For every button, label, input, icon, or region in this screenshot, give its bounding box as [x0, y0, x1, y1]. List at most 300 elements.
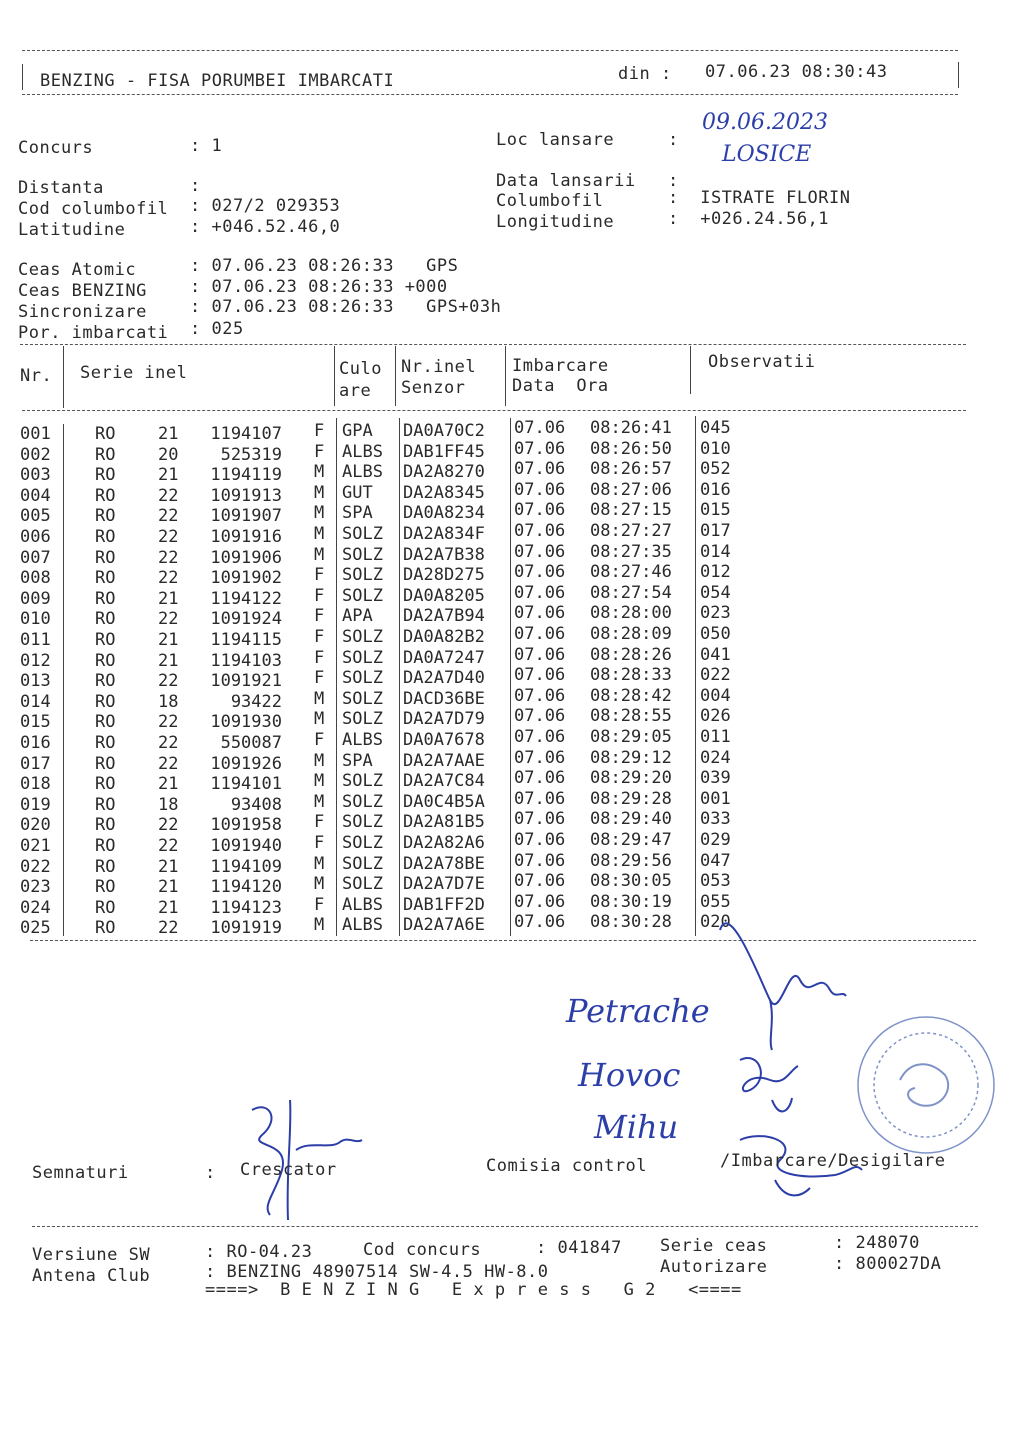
cell-sensor: DA2A7A6E — [403, 915, 485, 936]
cell-nr: 011 — [20, 630, 51, 650]
cell-time: 08:27:46 — [590, 562, 672, 583]
cell-ring-number: 1194103 — [210, 650, 282, 671]
header-imbarcare-1: Imbarcare — [512, 356, 609, 376]
cell-date: 07.06 — [514, 665, 566, 686]
sincronizare-label: Sincronizare — [18, 302, 147, 322]
cell-sex: M — [314, 544, 325, 565]
cell-year: 21 — [158, 424, 179, 444]
cell-sex: M — [314, 771, 325, 792]
cell-sensor: DA2A834F — [403, 524, 485, 544]
versiune-sw-label: Versiune SW — [32, 1245, 151, 1265]
autorizare-label: Autorizare — [660, 1257, 768, 1277]
cell-sensor: DA2A7D40 — [403, 668, 485, 689]
table-row — [0, 459, 1024, 486]
crescator-label: Crescator — [240, 1160, 337, 1180]
cell-color: SOLZ — [342, 647, 383, 668]
cell-country: RO — [95, 650, 116, 671]
cell-ring-number: 1091913 — [210, 485, 282, 506]
cell-country: RO — [95, 588, 116, 609]
versiune-sw-value: : RO-04.23 — [205, 1242, 313, 1262]
por-imbarcati-value: : 025 — [190, 319, 244, 339]
cell-year: 22 — [158, 753, 179, 774]
cell-country: RO — [95, 444, 116, 465]
cell-sensor: DACD36BE — [403, 688, 485, 709]
cell-sex: F — [314, 730, 325, 750]
cell-time: 08:30:05 — [590, 871, 672, 892]
cell-observation: 055 — [700, 891, 731, 912]
table-row — [0, 541, 1024, 568]
cell-date: 07.06 — [514, 500, 566, 521]
cell-time: 08:29:28 — [590, 788, 672, 809]
cell-color: SOLZ — [342, 771, 383, 792]
cell-sex: F — [314, 812, 325, 833]
cell-nr: 010 — [20, 609, 51, 630]
cell-observation: 054 — [700, 582, 731, 603]
cell-ring-number: 93422 — [230, 691, 282, 712]
table-row — [0, 665, 1024, 692]
cell-year: 22 — [158, 733, 179, 753]
cell-observation: 050 — [700, 624, 731, 644]
col-divider-culo — [395, 346, 396, 406]
cell-nr: 001 — [20, 424, 51, 444]
header-bottom-border — [22, 94, 958, 95]
cell-country: RO — [95, 774, 116, 795]
cell-color: GPA — [342, 421, 373, 441]
serie-ceas-value: : 248070 — [834, 1233, 920, 1253]
table-row — [0, 809, 1024, 836]
cell-time: 08:28:55 — [590, 706, 672, 727]
cell-year: 21 — [158, 856, 179, 877]
cell-country: RO — [95, 568, 116, 589]
table-row — [0, 788, 1024, 815]
loc-lansare-label: Loc lansare — [496, 130, 615, 150]
cell-year: 22 — [158, 485, 179, 506]
cell-color: ALBS — [342, 441, 383, 462]
cell-date: 07.06 — [514, 891, 566, 912]
cell-nr: 020 — [20, 815, 51, 836]
header-nr-inel-2: Senzor — [401, 378, 466, 398]
cell-ring-number: 1194122 — [210, 588, 282, 609]
cell-sensor: DA2A7D79 — [403, 709, 485, 730]
cell-sensor: DA0C4B5A — [403, 791, 485, 812]
table-row — [0, 871, 1024, 898]
cell-color: SOLZ — [342, 812, 383, 833]
cell-ring-number: 1091921 — [210, 671, 282, 692]
cell-sex: M — [314, 524, 325, 544]
cell-sex: F — [314, 894, 325, 915]
cell-date: 07.06 — [514, 541, 566, 562]
cell-time: 08:29:12 — [590, 747, 672, 768]
cell-nr: 017 — [20, 753, 51, 774]
cell-year: 20 — [158, 444, 179, 465]
cell-sensor: DA0A7678 — [403, 730, 485, 750]
cell-sensor: DA2A7AAE — [403, 750, 485, 771]
cell-observation: 053 — [700, 871, 731, 892]
cell-observation: 023 — [700, 603, 731, 624]
cell-country: RO — [95, 630, 116, 650]
header-serie-inel: Serie inel — [80, 363, 188, 383]
cell-nr: 009 — [20, 588, 51, 609]
col-divider-inel — [505, 346, 506, 406]
cell-color: ALBS — [342, 462, 383, 483]
cell-sex: M — [314, 791, 325, 812]
cell-year: 22 — [158, 527, 179, 547]
cell-date: 07.06 — [514, 830, 566, 850]
header-culoare-1: Culo — [339, 359, 382, 379]
cell-sex: M — [314, 750, 325, 771]
cell-ring-number: 1194119 — [210, 465, 282, 486]
data-lansarii-label: Data lansarii — [496, 171, 636, 191]
cell-sensor: DA2A8345 — [403, 482, 485, 503]
table-row — [0, 624, 1024, 650]
cell-time: 08:28:00 — [590, 603, 672, 624]
cell-ring-number: 1091940 — [210, 836, 282, 856]
ceas-benzing-value: : 07.06.23 08:26:33 +000 — [190, 277, 448, 297]
cell-time: 08:29:47 — [590, 830, 672, 850]
cell-observation: 001 — [700, 788, 731, 809]
cell-country: RO — [95, 485, 116, 506]
top-border — [22, 50, 958, 51]
cell-country: RO — [95, 918, 116, 939]
cell-sex: F — [314, 627, 325, 647]
cell-observation: 041 — [700, 644, 731, 665]
cell-country: RO — [95, 424, 116, 444]
concurs-label: Concurs — [18, 138, 94, 158]
table-row — [0, 603, 1024, 630]
cell-year: 21 — [158, 897, 179, 918]
handwritten-place: LOSICE — [722, 142, 812, 167]
cell-color: SOLZ — [342, 833, 383, 853]
cell-year: 22 — [158, 506, 179, 527]
cell-date: 07.06 — [514, 582, 566, 603]
cell-nr: 024 — [20, 897, 51, 918]
cell-ring-number: 1091930 — [210, 712, 282, 733]
cell-color: SOLZ — [342, 791, 383, 812]
cell-sensor: DA2A7C84 — [403, 771, 485, 792]
cell-ring-number: 1091902 — [210, 568, 282, 589]
din-value: 07.06.23 08:30:43 — [705, 62, 888, 82]
cell-year: 22 — [158, 609, 179, 630]
longitudine-label: Longitudine — [496, 212, 615, 232]
cell-color: SOLZ — [342, 668, 383, 689]
columbofil-label: Columbofil — [496, 191, 604, 211]
cell-observation: 045 — [700, 418, 731, 438]
cell-ring-number: 1091906 — [210, 547, 282, 568]
cell-ring-number: 1091919 — [210, 918, 282, 939]
cell-sex: M — [314, 688, 325, 709]
cell-observation: 010 — [700, 438, 731, 459]
handwritten-name-2: Hovoc — [578, 1056, 681, 1094]
cell-color: SOLZ — [342, 853, 383, 874]
cell-nr: 004 — [20, 485, 51, 506]
cell-sensor: DA2A81B5 — [403, 812, 485, 833]
cell-sensor: DA2A7B38 — [403, 544, 485, 565]
cell-ring-number: 1194115 — [210, 630, 282, 650]
cell-country: RO — [95, 527, 116, 547]
antena-club-value: : BENZING 48907514 SW-4.5 HW-8.0 — [205, 1262, 549, 1282]
cell-color: SPA — [342, 750, 373, 771]
cod-concurs-label: Cod concurs — [363, 1240, 482, 1260]
table-row — [0, 830, 1024, 856]
cell-time: 08:30:28 — [590, 912, 672, 933]
cell-color: SOLZ — [342, 585, 383, 606]
cell-time: 08:28:33 — [590, 665, 672, 686]
cell-color: SOLZ — [342, 544, 383, 565]
table-row — [0, 912, 1024, 939]
cell-nr: 003 — [20, 465, 51, 486]
cell-color: SOLZ — [342, 874, 383, 895]
comisia-control-label: Comisia control — [486, 1156, 648, 1176]
cell-sex: M — [314, 503, 325, 524]
cell-country: RO — [95, 465, 116, 486]
header-left-bar — [22, 64, 23, 90]
columbofil-value: : ISTRATE FLORIN — [668, 188, 851, 208]
cell-date: 07.06 — [514, 747, 566, 768]
semnaturi-label: Semnaturi — [32, 1163, 129, 1183]
cell-sensor: DAB1FF2D — [403, 894, 485, 915]
cell-ring-number: 1194109 — [210, 856, 282, 877]
cell-observation: 016 — [700, 479, 731, 500]
cell-date: 07.06 — [514, 562, 566, 583]
cod-columbofil-value: : 027/2 029353 — [190, 196, 341, 216]
cell-sex: M — [314, 482, 325, 503]
cell-time: 08:28:26 — [590, 644, 672, 665]
cell-sex: F — [314, 668, 325, 689]
cell-ring-number: 93408 — [230, 794, 282, 815]
cell-color: ALBS — [342, 915, 383, 936]
cell-country: RO — [95, 733, 116, 753]
cell-time: 08:26:41 — [590, 418, 672, 438]
cell-country: RO — [95, 691, 116, 712]
cell-sensor: DA0A82B2 — [403, 627, 485, 647]
table-row — [0, 438, 1024, 465]
cell-date: 07.06 — [514, 459, 566, 480]
table-row — [0, 685, 1024, 712]
cell-time: 08:27:54 — [590, 582, 672, 603]
stamp-icon — [858, 1017, 994, 1153]
cell-time: 08:29:56 — [590, 850, 672, 871]
table-row — [0, 850, 1024, 877]
cod-concurs-value: : 041847 — [536, 1238, 622, 1258]
cell-sensor: DA2A7B94 — [403, 606, 485, 627]
cell-nr: 013 — [20, 671, 51, 692]
cell-date: 07.06 — [514, 768, 566, 789]
cell-sensor: DA0A70C2 — [403, 421, 485, 441]
cell-country: RO — [95, 815, 116, 836]
cell-observation: 012 — [700, 562, 731, 583]
header-nr-inel-1: Nr.inel — [401, 357, 477, 377]
concurs-value: : 1 — [190, 136, 223, 156]
antena-club-label: Antena Club — [32, 1266, 151, 1286]
cell-time: 08:26:57 — [590, 459, 672, 480]
cell-color: SOLZ — [342, 627, 383, 647]
cell-sensor: DA2A7D7E — [403, 874, 485, 895]
cell-time: 08:29:20 — [590, 768, 672, 789]
din-label: din : — [618, 64, 672, 84]
cell-year: 22 — [158, 836, 179, 856]
cell-ring-number: 1091907 — [210, 506, 282, 527]
cell-nr: 014 — [20, 691, 51, 712]
table-top-border — [20, 344, 966, 345]
cell-date: 07.06 — [514, 809, 566, 830]
cell-date: 07.06 — [514, 624, 566, 644]
cell-sex: F — [314, 647, 325, 668]
cell-ring-number: 1194123 — [210, 897, 282, 918]
distanta-label: Distanta — [18, 178, 104, 198]
table-row — [0, 727, 1024, 753]
cell-observation: 047 — [700, 850, 731, 871]
cell-year: 21 — [158, 774, 179, 795]
cell-nr: 019 — [20, 794, 51, 815]
cell-country: RO — [95, 609, 116, 630]
table-row — [0, 747, 1024, 774]
table-bottom-border — [30, 940, 976, 941]
cell-time: 08:30:19 — [590, 891, 672, 912]
cell-date: 07.06 — [514, 871, 566, 892]
cell-nr: 025 — [20, 918, 51, 939]
cell-time: 08:27:35 — [590, 541, 672, 562]
cell-nr: 005 — [20, 506, 51, 527]
cell-nr: 007 — [20, 547, 51, 568]
cell-country: RO — [95, 856, 116, 877]
cell-date: 07.06 — [514, 685, 566, 706]
cell-year: 18 — [158, 794, 179, 815]
cell-date: 07.06 — [514, 521, 566, 541]
serie-ceas-label: Serie ceas — [660, 1236, 768, 1256]
cell-color: ALBS — [342, 730, 383, 750]
cell-country: RO — [95, 897, 116, 918]
cell-observation: 033 — [700, 809, 731, 830]
cell-ring-number: 1194101 — [210, 774, 282, 795]
handwritten-name-3: Mihu — [594, 1108, 679, 1146]
cell-sex: F — [314, 441, 325, 462]
cell-year: 21 — [158, 650, 179, 671]
cell-ring-number: 1091924 — [210, 609, 282, 630]
cell-nr: 021 — [20, 836, 51, 856]
cell-observation: 022 — [700, 665, 731, 686]
cell-date: 07.06 — [514, 727, 566, 747]
col-divider-nr — [63, 346, 64, 408]
header-right-bar — [958, 62, 959, 88]
cell-sensor: DA28D275 — [403, 565, 485, 586]
cell-year: 21 — [158, 588, 179, 609]
cell-time: 08:28:09 — [590, 624, 672, 644]
cell-date: 07.06 — [514, 418, 566, 438]
cell-sex: F — [314, 606, 325, 627]
cell-observation: 011 — [700, 727, 731, 747]
benzing-express-banner: ====> B E N Z I N G E x p r e s s G 2 <==== — [205, 1280, 742, 1300]
cell-color: SOLZ — [342, 565, 383, 586]
longitudine-value: : +026.24.56,1 — [668, 209, 830, 229]
sincronizare-value: : 07.06.23 08:26:33 GPS+03h — [190, 297, 502, 317]
cell-date: 07.06 — [514, 912, 566, 933]
cell-sex: M — [314, 709, 325, 730]
cell-nr: 016 — [20, 733, 51, 753]
cell-color: GUT — [342, 482, 373, 503]
cell-date: 07.06 — [514, 438, 566, 459]
data-lansarii-value: : — [668, 171, 679, 191]
footer-top-border — [32, 1226, 978, 1227]
cell-sex: M — [314, 874, 325, 895]
cell-nr: 002 — [20, 444, 51, 465]
cell-date: 07.06 — [514, 850, 566, 871]
header-culoare-2: are — [339, 381, 372, 401]
latitudine-value: : +046.52.46,0 — [190, 217, 341, 237]
autorizare-value: : 800027DA — [834, 1254, 942, 1274]
cell-date: 07.06 — [514, 603, 566, 624]
cell-nr: 023 — [20, 877, 51, 898]
loc-lansare-value: : — [668, 130, 679, 150]
latitudine-label: Latitudine — [18, 220, 126, 240]
header-nr: Nr. — [20, 366, 53, 386]
distanta-value: : — [190, 176, 201, 196]
cell-country: RO — [95, 836, 116, 856]
table-row — [0, 582, 1024, 609]
cell-year: 21 — [158, 465, 179, 486]
table-row — [0, 521, 1024, 547]
cell-observation: 039 — [700, 768, 731, 789]
table-row — [0, 562, 1024, 589]
cell-observation: 026 — [700, 706, 731, 727]
cell-ring-number: 1194107 — [210, 424, 282, 444]
cell-sex: M — [314, 853, 325, 874]
cell-observation: 015 — [700, 500, 731, 521]
table-row — [0, 479, 1024, 506]
cell-sex: M — [314, 915, 325, 936]
cell-year: 18 — [158, 691, 179, 712]
cell-year: 21 — [158, 877, 179, 898]
page-title: BENZING - FISA PORUMBEI IMBARCATI — [40, 71, 395, 91]
col-divider-imb — [690, 346, 691, 394]
cell-year: 22 — [158, 918, 179, 939]
cell-sensor: DAB1FF45 — [403, 441, 485, 462]
ceas-atomic-label: Ceas Atomic — [18, 260, 137, 280]
cell-color: SOLZ — [342, 688, 383, 709]
signature-commission-1 — [720, 923, 846, 1050]
cell-sex: F — [314, 833, 325, 853]
header-observatii: Observatii — [708, 352, 816, 372]
cell-observation: 017 — [700, 521, 731, 541]
cell-observation: 029 — [700, 830, 731, 850]
cell-year: 22 — [158, 671, 179, 692]
cell-sex: M — [314, 462, 325, 483]
cell-time: 08:27:06 — [590, 479, 672, 500]
cell-color: ALBS — [342, 894, 383, 915]
cell-observation: 052 — [700, 459, 731, 480]
cell-country: RO — [95, 877, 116, 898]
imbarcare-desigilare-label: /Imbarcare/Desigilare — [720, 1151, 946, 1171]
cell-country: RO — [95, 794, 116, 815]
table-row — [0, 768, 1024, 795]
cell-sensor: DA0A8234 — [403, 503, 485, 524]
cell-observation: 004 — [700, 685, 731, 706]
cell-ring-number: 1091916 — [210, 527, 282, 547]
cell-time: 08:26:50 — [590, 438, 672, 459]
cell-country: RO — [95, 547, 116, 568]
cell-nr: 018 — [20, 774, 51, 795]
cell-sensor: DA0A8205 — [403, 585, 485, 606]
cell-sensor: DA2A78BE — [403, 853, 485, 874]
cell-country: RO — [95, 712, 116, 733]
cell-sex: F — [314, 585, 325, 606]
cell-ring-number: 1194120 — [210, 877, 282, 898]
cell-nr: 022 — [20, 856, 51, 877]
cell-time: 08:29:40 — [590, 809, 672, 830]
cell-color: SOLZ — [342, 709, 383, 730]
cell-time: 08:29:05 — [590, 727, 672, 747]
cell-sex: F — [314, 565, 325, 586]
por-imbarcati-label: Por. imbarcati — [18, 323, 169, 343]
